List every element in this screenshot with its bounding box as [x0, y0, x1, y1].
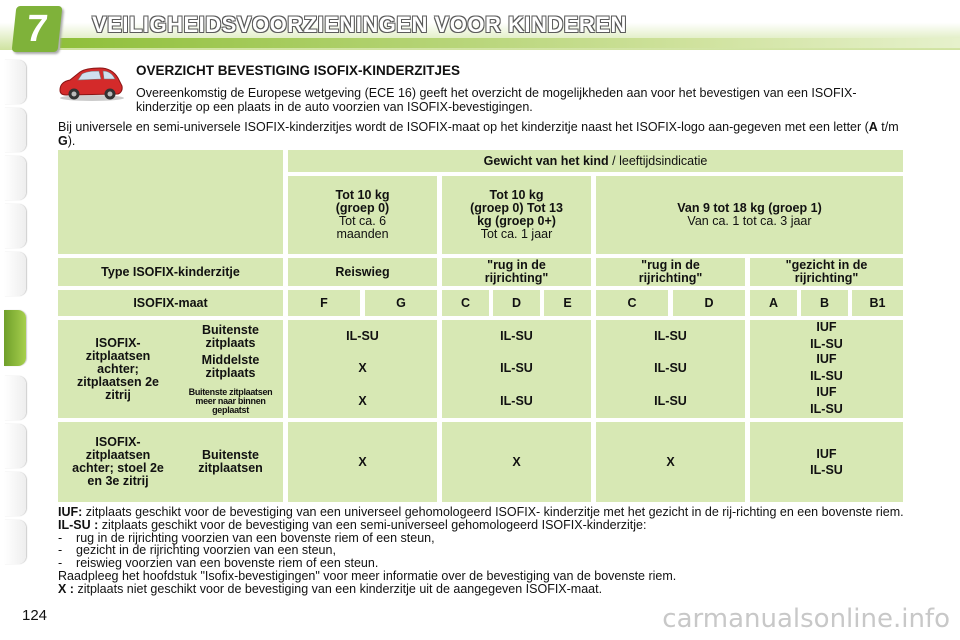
seat-position-list: Buitenste zitplaatsen [178, 422, 283, 502]
chapter-number-badge: 7 [12, 6, 63, 52]
value-cell: IUF IL-SU [750, 422, 903, 502]
value-cell: IUF [816, 352, 837, 366]
chapter-tab[interactable] [4, 424, 26, 468]
seat-position-list: Buitenste zitplaats Middelste zitplaats Buitenste zitplaatsen meer naar binnen geplaatst [178, 320, 283, 418]
type-rear-facing: "rug in de rijrichting" [442, 258, 591, 286]
weight-header: Gewicht van het kind / leeftijdsindicatie [288, 150, 903, 172]
chapter-tab-active[interactable] [4, 310, 26, 366]
size-cell: G [365, 290, 437, 316]
value-cell: X [596, 422, 745, 502]
size-label: ISOFIX-maat [58, 290, 283, 316]
type-rear-facing: "rug in de rijrichting" [596, 258, 745, 286]
chapter-tab[interactable] [4, 60, 26, 104]
chapter-tab[interactable] [4, 204, 26, 248]
type-reiswieg: Reiswieg [288, 258, 437, 286]
size-cell: D [673, 290, 745, 316]
size-cell: C [596, 290, 668, 316]
note-iuf: IUF: zitplaats geschikt voor de bevestiging van een universeel gehomologeerd ISOFIX- kinderzitje met het gezicht in de rij-richting en een bovenste riem. [58, 505, 904, 519]
chapter-tab[interactable] [4, 376, 26, 420]
seat-row-label: ISOFIX-zitplaatsen achter; zitplaatsen 2e zitrij [58, 320, 178, 418]
value-cell: IUF [816, 320, 837, 334]
size-cell: B1 [852, 290, 903, 316]
size-cell: A [750, 290, 797, 316]
chapter-tab[interactable] [4, 108, 26, 152]
value-cell: IL-SU [810, 402, 843, 416]
value-cell: IL-SU [346, 329, 379, 343]
legend-notes [58, 506, 908, 596]
note-bullet: - rug in de rijrichting voorzien van een bovenste riem of een steun, [58, 530, 435, 545]
note-bullet: - reiswieg voorzien van een bovenste riem of een steun. [58, 556, 379, 571]
note-x: X : zitplaats niet geschikt voor de bevestiging van een kinderzitje uit de aangegeven ISOFIX-maat. [58, 581, 603, 596]
value-cell: IL-SU [500, 394, 533, 408]
value-cell: X [358, 361, 367, 375]
value-cell: IL-SU [654, 394, 687, 408]
weight-group-0: Tot 10 kg (groep 0) Tot ca. 6 maanden [288, 176, 437, 254]
value-cell: IL-SU [810, 369, 843, 383]
isofix-size-paragraph: Bij universele en semi-universele ISOFIX-kinderzitjes wordt de ISOFIX-maat op het kinderzitje naast het ISOFIX-logo aan-gegeven met een letter (A t/m G). [58, 120, 899, 148]
chapter-tab[interactable] [4, 472, 26, 516]
watermark: carmanualsonline.info [662, 604, 950, 634]
value-cell: IL-SU [500, 361, 533, 375]
chapter-tab[interactable] [4, 156, 26, 200]
note-bullet: - gezicht in de rijrichting voorzien van een steun, [58, 543, 336, 558]
size-cell: D [493, 290, 540, 316]
chapter-tab[interactable] [4, 252, 26, 296]
value-cell: IL-SU [810, 337, 843, 351]
size-cell: E [544, 290, 591, 316]
type-forward-facing: "gezicht in de rijrichting" [750, 258, 903, 286]
size-cell: C [442, 290, 489, 316]
weight-group-0plus: Tot 10 kg (groep 0) Tot 13 kg (groep 0+) Tot ca. 1 jaar [442, 176, 591, 254]
value-cell: IL-SU [500, 329, 533, 343]
page-number: 124 [22, 607, 48, 624]
chapter-tab[interactable] [4, 520, 26, 564]
header-bar [60, 38, 960, 48]
value-cell: IL-SU [654, 361, 687, 375]
size-cell: F [288, 290, 360, 316]
note-reference: Raadpleeg het hoofdstuk "Isofix-bevestigingen" voor meer informatie over de bevestiging van de bovenste riem. [58, 568, 677, 583]
chapter-tabs [0, 60, 30, 580]
seat-row-label: ISOFIX-zitplaatsen achter; stoel 2e en 3e zitrij [58, 422, 178, 502]
value-cell: X [358, 394, 367, 408]
table-corner-cell [58, 150, 283, 254]
section-title: OVERZICHT BEVESTIGING ISOFIX-KINDERZITJES [136, 63, 461, 78]
note-ilsu: IL-SU : zitplaats geschikt voor de bevestiging van een semi-universeel gehomologeerd ISOFIX-kinderzitje: [58, 517, 647, 532]
weight-group-1: Van 9 tot 18 kg (groep 1) Van ca. 1 tot ca. 3 jaar [596, 176, 903, 254]
intro-text: Overeenkomstig de Europese wetgeving (ECE 16) geeft het overzicht de mogelijkheden aan voor het bevestigen van een ISOFIX-kinderzitje op een plaats in de auto voorzien van ISOFIX-bevestigingen. [136, 86, 857, 114]
car-icon [56, 64, 126, 102]
value-cell: X [442, 422, 591, 502]
type-label: Type ISOFIX-kinderzitje [58, 258, 283, 286]
value-cell: IL-SU [654, 329, 687, 343]
value-cell: IUF [816, 385, 837, 399]
chapter-title: VEILIGHEIDSVOORZIENINGEN VOOR KINDEREN [92, 12, 627, 37]
size-cell: B [801, 290, 848, 316]
value-cell: X [288, 422, 437, 502]
